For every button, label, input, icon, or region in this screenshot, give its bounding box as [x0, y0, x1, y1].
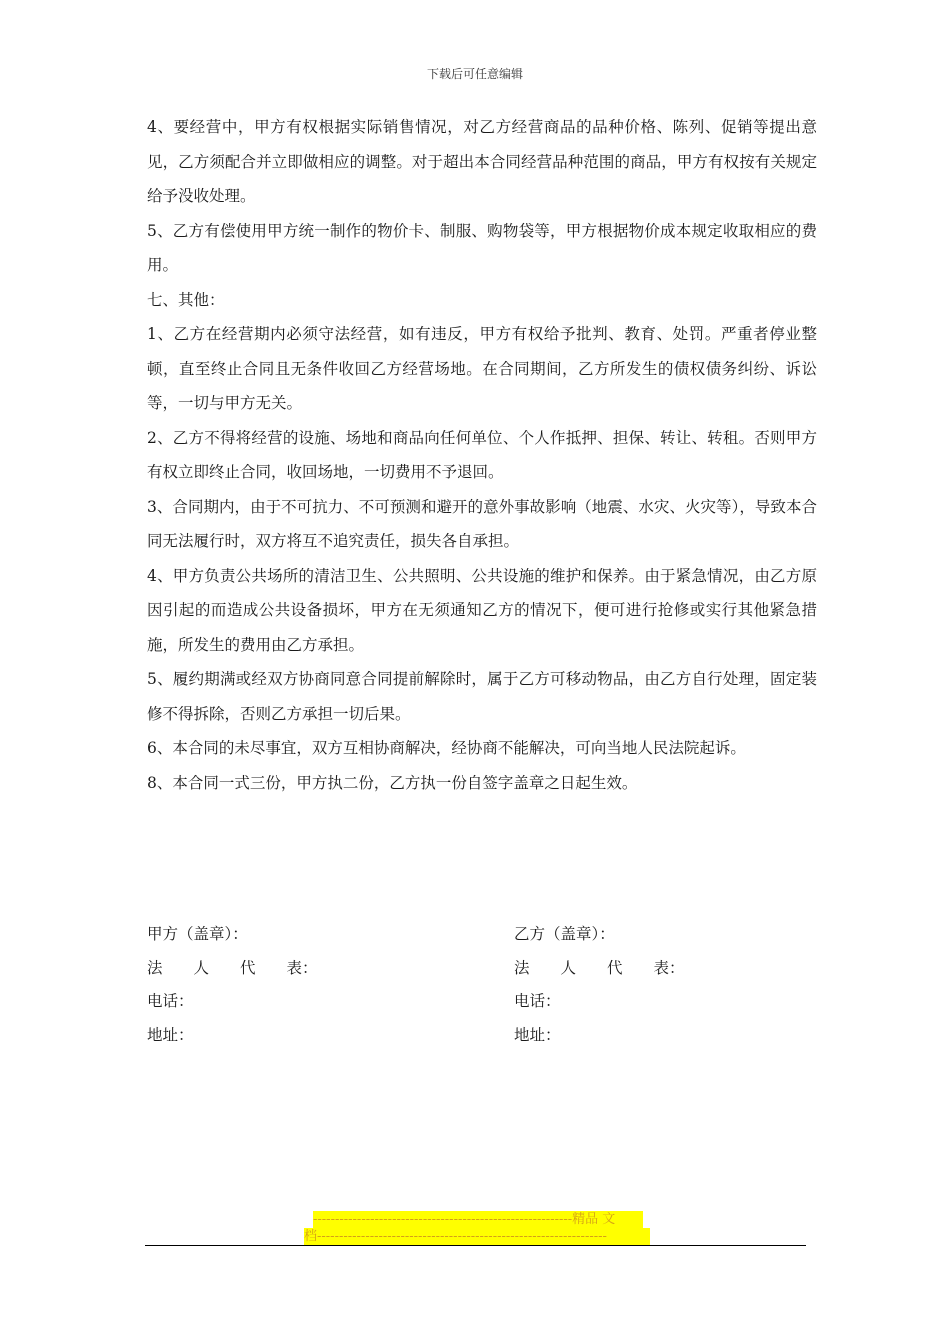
party-a-representative-label: 法 人 代 表：: [147, 958, 318, 977]
paragraph-5-paid-supplies: 5、乙方有偿使用甲方统一制作的物价卡、制服、购物袋等，甲方根据物价成本规定收取相应的费用。: [147, 221, 817, 274]
footer-highlight-line-1: -----------------------------------------------------------精品 文: [313, 1211, 643, 1228]
party-b-representative-label: 法 人 代 表：: [514, 958, 685, 977]
footer-divider: [145, 1245, 806, 1246]
party-b-address-label: 地址：: [514, 1025, 561, 1044]
party-a-phone-label: 电话：: [147, 992, 194, 1010]
party-a-address-label: 地址：: [147, 1025, 194, 1044]
party-b-seal-label: 乙方（盖章）：: [514, 925, 615, 943]
signature-party-a: [147, 918, 447, 1052]
paragraph-other-5: 5、履约期满或经双方协商同意合同提前解除时，属于乙方可移动物品，由乙方自行处理，固定装修不得拆除，否则乙方承担一切后果。: [147, 670, 817, 723]
footer-highlight-line-2: 档------------------------------------------------------------------: [304, 1228, 650, 1245]
page-header-note: 下载后可任意编辑: [426, 67, 523, 81]
paragraph-4-business-adjustment: 4、要经营中，甲方有权根据实际销售情况，对乙方经营商品的品种价格、陈列、促销等提出意见，乙方须配合并立即做相应的调整。对于超出本合同经营品种范围的商品，甲方有权按有关规定给予没收处理。: [147, 118, 817, 205]
paragraph-other-8: 8、本合同一式三份，甲方执二份，乙方执一份自签字盖章之日起生效。: [147, 773, 638, 792]
party-b-phone-label: 电话：: [514, 992, 561, 1010]
signature-party-b: [514, 918, 814, 1052]
party-a-seal-label: 甲方（盖章）：: [147, 925, 248, 943]
paragraph-other-1: 1、乙方在经营期内必须守法经营，如有违反，甲方有权给予批判、教育、处罚。严重者停业整顿，直至终止合同且无条件收回乙方经营场地。在合同期间，乙方所发生的债权债务纠纷、诉讼等，一切与甲方无关。: [147, 325, 817, 412]
paragraph-other-3: 3、合同期内，由于不可抗力、不可预测和避开的意外事故影响（地震、水灾、火灾等），导致本合同无法履行时，双方将互不追究责任，损失各自承担。: [147, 497, 817, 550]
section-heading-other: 七、其他：: [147, 290, 225, 309]
contract-body: [147, 110, 817, 800]
paragraph-other-6: 6、本合同的未尽事宜，双方互相协商解决，经协商不能解决，可向当地人民法院起诉。: [147, 739, 746, 757]
paragraph-other-2: 2、乙方不得将经营的设施、场地和商品向任何单位、个人作抵押、担保、转让、转租。否则甲方有权立即终止合同，收回场地，一切费用不予退回。: [147, 428, 817, 481]
paragraph-other-4: 4、甲方负责公共场所的清洁卫生、公共照明、公共设施的维护和保养。由于紧急情况，由乙方原因引起的而造成公共设备损坏，甲方在无须通知乙方的情况下，便可进行抢修或实行其他紧急措施，所发生的费用由乙方承担。: [147, 566, 817, 654]
